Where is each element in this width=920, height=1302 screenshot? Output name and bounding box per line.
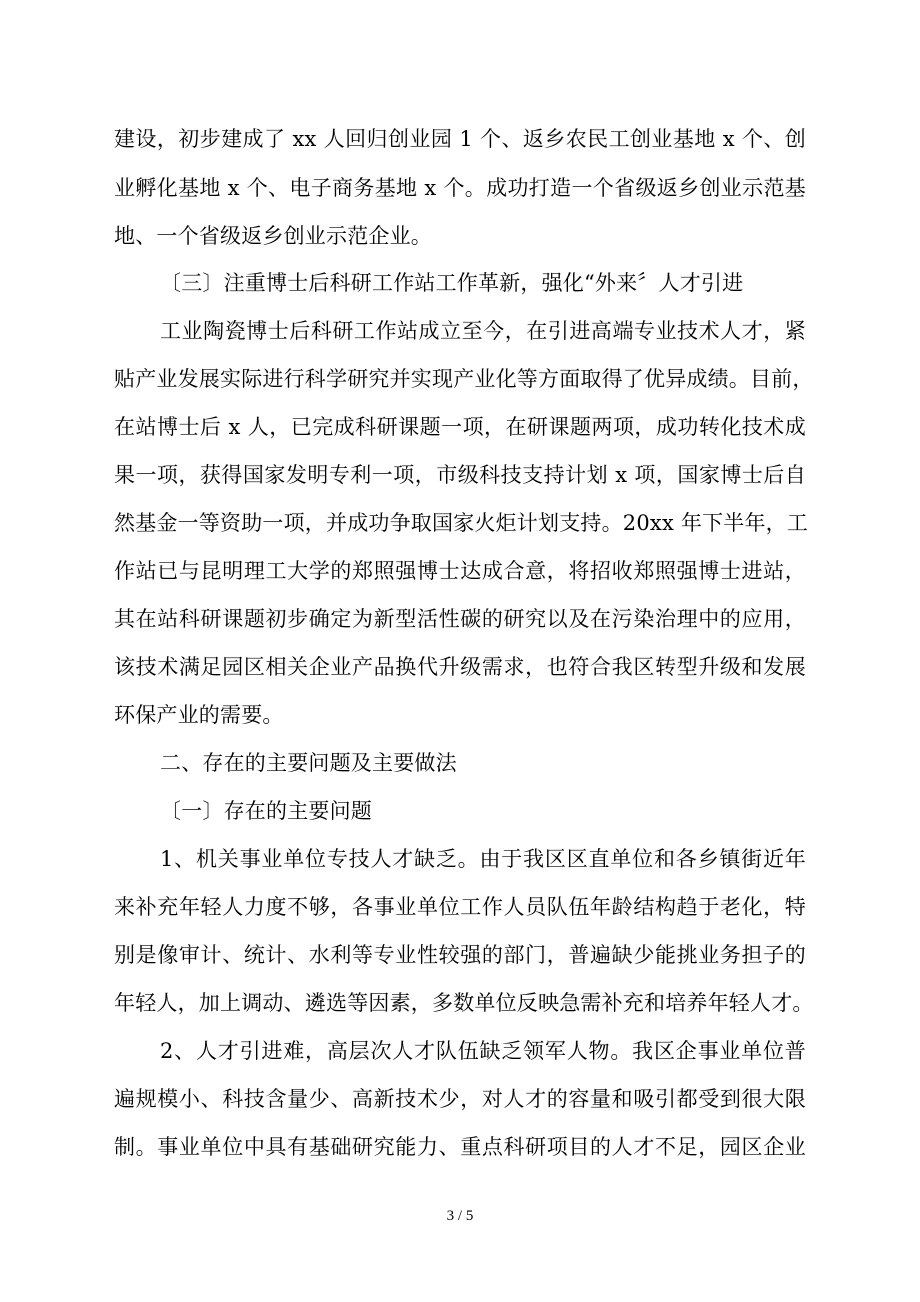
section-heading: 〔三〕注重博士后科研工作站工作革新，强化“外来〞人才引进: [160, 271, 744, 295]
text-line: 环保产业的需要。: [114, 703, 284, 727]
page-number: 3 / 5: [446, 1208, 474, 1224]
text-line: 作站已与昆明理工大学的郑照强博士达成合意，将招收郑照强博士进站，: [114, 559, 806, 583]
text-line: 然基金一等资助一项，并成功争取国家火炬计划支持。20xx 年下半年，工: [114, 511, 809, 535]
text-line: 其在站科研课题初步确定为新型活性碳的研究以及在污染治理中的应用，: [114, 607, 806, 631]
section-heading: 二、存在的主要问题及主要做法: [160, 751, 457, 775]
text-line: 1、机关事业单位专技人才缺乏。由于我区区直单位和各乡镇街近年: [160, 847, 806, 871]
text-line: 2、人才引进难，高层次人才队伍缺乏领军人物。我区企事业单位普: [160, 1039, 806, 1063]
text-line: 业孵化基地 x 个、电子商务基地 x 个。成功打造一个省级返乡创业示范基: [114, 176, 806, 200]
text-line: 工业陶瓷博士后科研工作站成立至今，在引进高端专业技术人才，紧: [160, 319, 806, 343]
text-line: 来补充年轻人力度不够，各事业单位工作人员队伍年龄结构趋于老化，特: [114, 895, 806, 919]
text-line: 遍规模小、科技含量少、高新技术少，对人才的容量和吸引都受到很大限: [114, 1087, 806, 1111]
text-line: 年轻人，加上调动、遴选等因素，多数单位反映急需补充和培养年轻人才。: [114, 991, 814, 1015]
text-line: 别是像审计、统计、水利等专业性较强的部门，普遍缺少能挑业务担子的: [114, 943, 806, 967]
text-line: 地、一个省级返乡创业示范企业。: [114, 224, 432, 248]
text-line: 贴产业发展实际进行科学研究并实现产业化等方面取得了优异成绩。目前，: [114, 367, 814, 391]
text-line: 建设，初步建成了 xx 人回归创业园 1 个、返乡农民工创业基地 x 个、创: [114, 127, 806, 151]
text-line: 果一项，获得国家发明专利一项，市级科技支持计划 x 项，国家博士后自: [114, 463, 806, 487]
text-line: 该技术满足园区相关企业产品换代升级需求，也符合我区转型升级和发展: [114, 655, 806, 679]
text-line: 在站博士后 x 人，已完成科研课题一项，在研课题两项，成功转化技术成: [114, 415, 806, 439]
subsection-heading: 〔一〕存在的主要问题: [160, 799, 372, 823]
text-line: 制。事业单位中具有基础研究能力、重点科研项目的人才不足，园区企业: [114, 1135, 806, 1159]
